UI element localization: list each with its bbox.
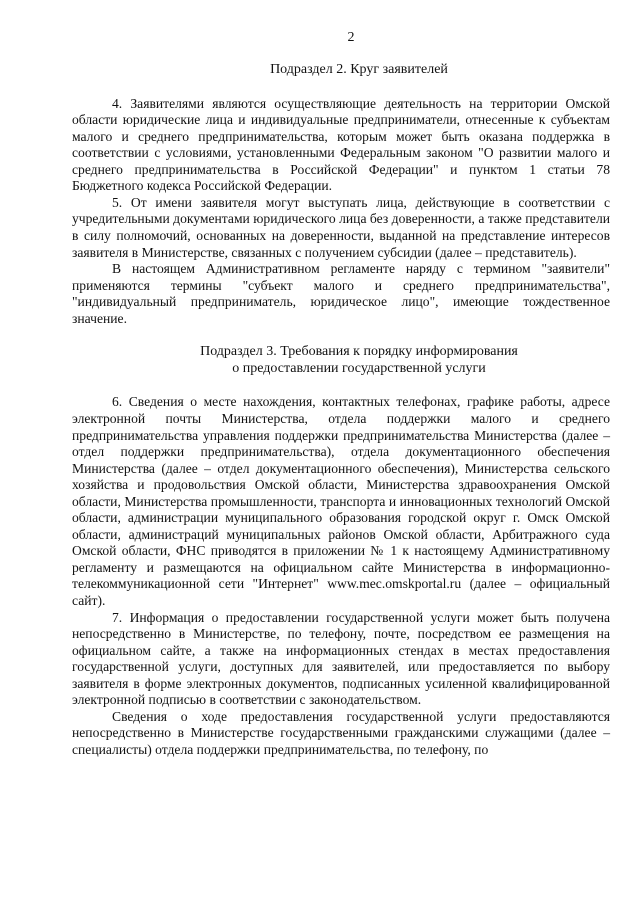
paragraph-terms: В настоящем Административном регламенте наряду с термином "заявители" применяются термины "субъект малого и среднего предпринимательства", "индивидуальный предприниматель, юридическое лицо", имеющие тождественное значение. [72, 261, 610, 326]
paragraph-progress-info: Сведения о ходе предоставления государственной услуги предоставляются непосредственно в Министерстве государственными гражданскими служащими (далее – специалисты) отдела поддержки предпринимательства, по телефону, по [72, 708, 610, 757]
section-heading-2: Подраздел 2. Круг заявителей [270, 62, 448, 77]
paragraph-6: 6. Сведения о месте нахождения, контактных телефонах, графике работы, адресе электронной почты Министерства, отдела поддержки малого и среднего предпринимательства управления поддержки предпринимательства Министерства (далее – отдел поддержки предпринимательства), отдела документационного обеспечения Министерства (далее – отдел документационного обеспечения), Министерства сельского хозяйства и продовольствия Омской области, Министерства здравоохранения Омской области, Министерства промышленности, транспорта и инновационных технологий Омской области, администрации муниципального образования городской округ г. Омск Омской области, администраций муниципальных районов Омской области, Арбитражного суда Омской области, ФНС приводятся в приложении № 1 к настоящему Административному регламенту и размещаются на официальном сайте Министерства в информационно-телекоммуникационной сети "Интернет" www.mec.omskportal.ru (далее – официальный сайт). [72, 394, 610, 608]
paragraph-7: 7. Информация о предоставлении государственной услуги может быть получена непосредственно в Министерстве, по телефону, почте, посредством ее размещения на официальном сайте, а также на информационных стендах в местах предоставления государственной услуги, доступных для заявителей, или предоставляется по выбору заявителя в форме электронных документов, подписанных усиленной квалифицированной электронной подписью в соответствии с законодательством. [72, 609, 610, 708]
page-number: 2 [347, 30, 355, 45]
section-heading-3-line-2: о предоставлении государственной услуги [232, 360, 486, 376]
paragraph-4: 4. Заявителями являются осуществляющие деятельность на территории Омской области юридические лица и индивидуальные предприниматели, отнесенные к субъектам малого и среднего предпринимательства, которым может быть оказана поддержка в соответствии с условиями, установленными Федеральным законом "О развитии малого и среднего предпринимательства в Российской Федерации" и пунктом 1 статьи 78 Бюджетного кодекса Российской Федерации. [72, 95, 610, 194]
section-heading-3-line-1: Подраздел 3. Требования к порядку информирования [200, 344, 518, 360]
paragraph-5: 5. От имени заявителя могут выступать лица, действующие в соответствии с учредительными документами юридического лица без доверенности, а также представители в силу полномочий, основанных на доверенности, выданной на представление интересов заявителя в Министерстве, связанных с получением субсидии (далее – представитель). [72, 194, 610, 260]
